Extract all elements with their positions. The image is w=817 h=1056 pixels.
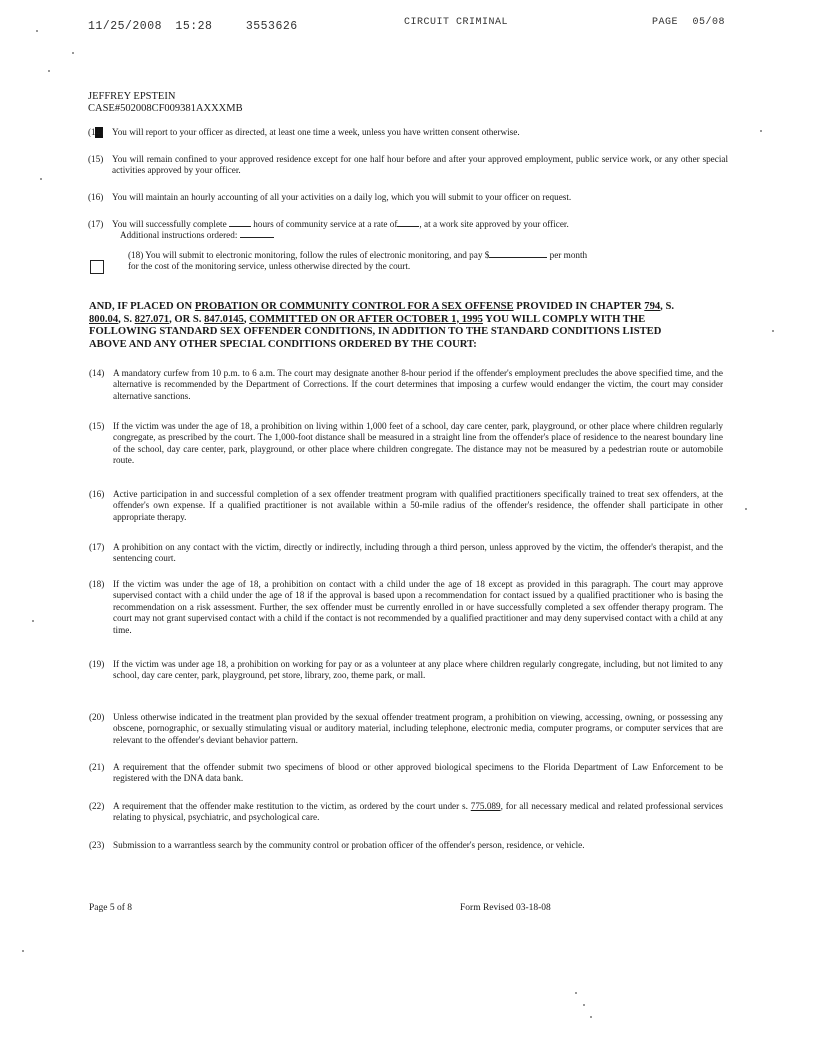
condition-text: If the victim was under the age of 18, a prohibition on living within 1,000 feet of a school, day care center, park, playground, or other place where children regularly congregate, as prescribed by the court. The 1,000-foot distance shall be measured in a straight line from the offender's place of residence to the nearest boundary line of the school, day care center, park, playground, or other place where children congregate. The distance may not be measured by a pedestrian route or automobile route. [113,421,723,466]
condition-text: A mandatory curfew from 10 p.m. to 6 a.m. The court may designate another 8-hour period if the offender's employment precludes the above specified time, and the alternative is recommended by the Department of Corrections. If the court determines that imposing a curfew would endanger the victim, the court may consider alternative sanctions. [113,368,723,401]
heading-link[interactable]: COMMITTED ON OR AFTER OCTOBER 1, 1995 [249,313,483,325]
condition-number: (14) [89,368,105,378]
condition-number: (19) [89,659,105,669]
condition-text: You will report to your officer as directed, at least one time a week, unless you have written consent otherwise. [112,127,520,137]
fax-page [652,17,725,28]
monthly-fee-blank [489,257,547,258]
heading-text: , S. [660,301,675,312]
case-number: CASE#502008CF009381AXXXMB [88,103,243,114]
condition-14 [88,127,728,138]
condition-number: (15) [88,154,104,164]
condition-18 [128,250,728,273]
condition-number: (17) [88,219,104,229]
fax-page-num: 05/08 [692,17,726,28]
text-part: You will successfully complete [112,219,227,229]
page-number: Page 5 of 8 [89,903,133,913]
defendant-name: JEFFREY EPSTEIN [88,91,176,102]
case-header [88,91,243,115]
condition-number: (21) [89,762,105,772]
fax-time: 15:28 [175,20,213,33]
text-part: per month [549,250,588,260]
text-part: , for all necessary medical and related professional services relating to physical, psychiatric, and psychological care. [113,801,723,823]
heading-text: YOU WILL COMPLY WITH THE FOLLOWING STANDARD SEX OFFENDER CONDITIONS, IN ADDITION TO THE STANDARD CONDITIONS LISTED ABOVE AND ANY OTHER SPECIAL CONDITIONS ORDERED BY THE COURT: [89,313,662,350]
text-part: Additional instructions ordered: [120,230,238,241]
sex-offender-heading [89,301,689,351]
so-condition-18 [89,579,723,636]
text-part: for the cost of the monitoring service, unless otherwise directed by the court. [128,261,411,272]
heading-text: , [243,313,247,325]
so-condition-15 [89,421,723,467]
so-condition-23 [89,840,723,851]
condition-text: Unless otherwise indicated in the treatment plan provided by the sexual offender treatment program, a prohibition on viewing, accessing, owning, or possessing any obscene, pornographic, or sexually stimulating visual or auditory material, including telephone, electronic media, computer programs, or computer services that are relevant to the offender's deviant behavior pattern. [113,712,723,745]
fax-date: 11/25/2008 [88,20,163,33]
condition-number: (16) [88,192,104,202]
condition-text: You will maintain an hourly accounting of all your activities on a daily log, which you will submit to your officer on request. [112,192,572,202]
instructions-blank [240,237,274,238]
condition-16 [88,192,728,203]
heading-text: AND, IF PLACED ON [89,301,193,312]
so-condition-19 [89,659,723,682]
form-revision: Form Revised 03-18-08 [460,903,551,913]
condition-number: (20) [89,712,105,722]
statute-link[interactable]: 775.089 [470,801,501,811]
heading-link[interactable]: 800.04 [89,313,119,325]
condition-number: (18) [89,579,105,589]
heading-link[interactable]: PROBATION OR COMMUNITY CONTROL FOR A SEX OFFENSE [194,301,514,312]
so-condition-17 [89,542,723,565]
condition-number: (16) [89,489,105,499]
condition-number: (15) [89,421,105,431]
condition-15 [88,154,728,177]
heading-link[interactable]: 827.071 [134,313,170,325]
condition-number: (23) [89,840,105,850]
heading-link[interactable]: 794 [644,301,661,312]
condition-number: (14) [88,127,104,137]
text-part: You will submit to electronic monitoring, follow the rules of electronic monitoring, and pay $ [145,250,490,260]
so-condition-21 [89,762,723,785]
condition-text: A requirement that the offender submit two specimens of blood or other approved biological specimens to the Florida Department of Law Enforcement to be registered with the DNA data bank. [113,762,723,784]
fax-datetime [88,20,298,33]
so-condition-16 [89,489,723,523]
condition-text: You will remain confined to your approved residence except for one half hour before and after your approved employment, public service work, or any other special activities approved by your officer. [112,154,728,176]
heading-text: , OR S. [169,313,202,325]
electronic-monitoring-checkbox[interactable] [90,260,104,274]
heading-text: PROVIDED IN CHAPTER [516,301,642,312]
hours-blank [229,226,251,227]
condition-17 [88,219,728,242]
text-part: hours of community service at a rate of [253,219,398,229]
condition-text: A prohibition on any contact with the victim, directly or indirectly, including through a third person, unless approved by the victim, the offender's therapist, and the sentencing court. [113,542,723,564]
fax-page-label: PAGE [652,17,679,28]
so-condition-22 [89,801,723,824]
rate-blank [397,226,419,227]
text-part: A requirement that the offender make restitution to the victim, as ordered by the court under s. [113,801,468,811]
fax-dept: CIRCUIT CRIMINAL [404,17,509,28]
condition-number: (22) [89,801,105,811]
condition-number: (18) [128,250,144,260]
heading-text: , S. [118,313,132,325]
so-condition-20 [89,712,723,746]
text-part: , at a work site approved by your officer. [419,219,569,229]
condition-text: If the victim was under age 18, a prohibition on working for pay or as a volunteer at any place where children regularly congregate, including, but not limited to any school, day care center, park, playground, pet store, library, zoo, theme park, or mall. [113,659,723,681]
fax-number: 3553626 [245,20,298,33]
condition-text: Active participation in and successful completion of a sex offender treatment program with qualified practitioners specifically trained to treat sex offenders, at the offender's own expense. If a qualified practitioner is not available within a 50-mile radius of the offender's residence, the offender shall participate in other appropriate therapy. [113,489,723,522]
so-condition-14 [89,368,723,402]
condition-number: (17) [89,542,105,552]
heading-link[interactable]: 847.0145 [204,313,244,325]
condition-text: If the victim was under the age of 18, a prohibition on contact with a child under the age of 18 except as provided in this paragraph. The court may approve supervised contact with a child under the age of 18 if the approval is based upon a recommendation for contact issued by a qualified practitioner who is basing the recommendation on a risk assessment. Further, the sex offender must be currently enrolled in or have successfully completed a sex offender therapy program. The court may not grant supervised contact with a child if the contact is not recommended by a qualified practitioner and may deny supervised contact with a child at any time. [113,579,723,635]
condition-text: Submission to a warrantless search by the community control or probation officer of the offender's person, residence, or vehicle. [113,840,585,850]
